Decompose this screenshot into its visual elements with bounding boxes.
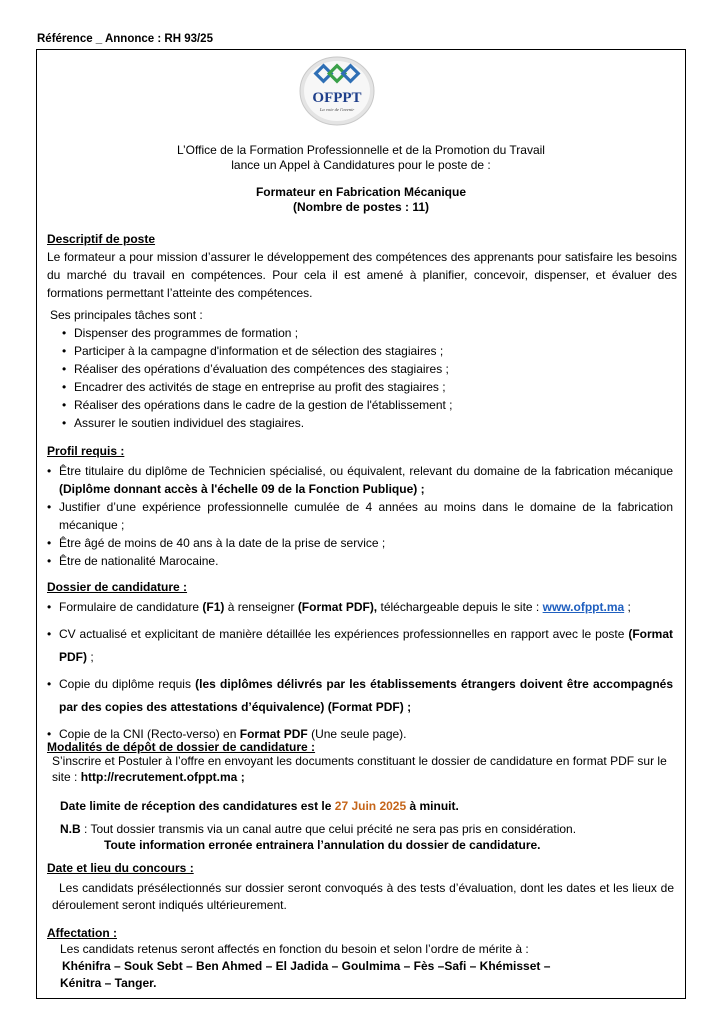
intro-line-2: lance un Appel à Candidatures pour le poste de : [231,158,491,172]
deadline: Date limite de réception des candidatures est le 27 Juin 2025 à minuit. [60,799,459,813]
affectation-heading: Affectation : [47,926,117,940]
task-item: • Encadrer des activités de stage en entreprise au profit des stagiaires ; [62,378,672,396]
ofppt-logo [298,55,376,127]
ofppt-website-link[interactable]: www.ofppt.ma [542,600,625,614]
profil-heading: Profil requis : [47,444,125,458]
modalites-text: S’inscrire et Postuler à l’offre en envoyant les documents constituant le dossier de candidature en format PDF sur le site : http://recrutement.ofppt.ma ; [52,754,667,784]
intro-line-1: L’Office de la Formation Professionnelle et de la Promotion du Travail [177,143,545,157]
concours-text: Les candidats présélectionnés sur dossier seront convoqués à des tests d’évaluation, dont les dates et les lieux de déroulement seront indiqués ultérieurement. [52,881,674,912]
descriptif-heading: Descriptif de poste [47,232,156,246]
post-count: (Nombre de postes : 11) [292,200,430,214]
recruitment-site: http://recrutement.ofppt.ma ; [80,770,245,784]
task-item: • Dispenser des programmes de formation ; [62,324,672,342]
post-title: Formateur en Fabrication Mécanique [255,185,467,199]
nb-note: N.B : Tout dossier transmis via un canal autre que celui précité ne sera pas pris en considération. [60,822,577,836]
logo-tagline: La voie de l'avenir [319,107,355,112]
cities-line-1: Khénifra – Souk Sebt – Ben Ahmed – El Jadida – Goulmima – Fès –Safi – Khémisset – [62,959,551,973]
dossier-item: • Copie du diplôme requis (les diplômes délivrés par les établissements étrangers doivent être accompagnés par des copies des attestations d’équivalence) (Format PDF) ; [47,673,673,719]
task-item: • Participer à la campagne d'information et de sélection des stagiaires ; [62,342,672,360]
dossier-heading: Dossier de candidature : [47,580,188,594]
task-item: • Réaliser des opérations dans le cadre de la gestion de l'établissement ; [62,396,672,414]
dossier-list [47,596,673,746]
task-item: • Réaliser des opérations d’évaluation des compétences des stagiaires ; [62,360,672,378]
descriptif-paragraph: Le formateur a pour mission d’assurer le développement des compétences des apprenants pour satisfaire les besoins du marché du travail en compétences. Pour cela il est amené à planifier, concevoir, dispenser, et évaluer des formations permettant l’atteinte des compétences. [47,250,677,300]
cities-line-2: Kénitra – Tanger. [60,976,157,990]
affectation-text: Les candidats retenus seront affectés en fonction du besoin et selon l’ordre de mérite à : [60,942,529,956]
dossier-item: • CV actualisé et explicitant de manière détaillée les expériences professionnelles en rapport avec le poste (Format PDF) ; [47,623,673,669]
dossier-item: • Formulaire de candidature (F1) à renseigner (Format PDF), téléchargeable depuis le site : www.ofppt.ma ; [47,596,673,619]
task-item: • Assurer le soutien individuel des stagiaires. [62,414,672,432]
profil-list [47,462,673,570]
profil-item: • Être titulaire du diplôme de Technicien spécialisé, ou équivalent, relevant du domaine de la fabrication mécanique (Diplôme donnant accès à l'échelle 09 de la Fonction Publique) ; [47,462,673,498]
warning-note: Toute information erronée entrainera l’annulation du dossier de candidature. [104,838,541,852]
profil-item: • Être âgé de moins de 40 ans à la date de la prise de service ; [47,534,673,552]
logo-name: OFPPT [312,90,362,106]
tasks-intro: Ses principales tâches sont : [50,308,203,322]
profil-item: • Justifier d’une expérience professionnelle cumulée de 4 années au moins dans le domaine de la fabrication mécanique ; [47,498,673,534]
profil-item: • Être de nationalité Marocaine. [47,552,673,570]
reference-number: Référence _ Annonce : RH 93/25 [37,33,213,45]
tasks-list [62,324,672,432]
concours-heading: Date et lieu du concours : [47,861,194,875]
dossier-item: • Copie de la CNI (Recto-verso) en Format PDF (Une seule page). [47,723,673,746]
modalites-heading: Modalités de dépôt de dossier de candidature : [47,740,316,754]
